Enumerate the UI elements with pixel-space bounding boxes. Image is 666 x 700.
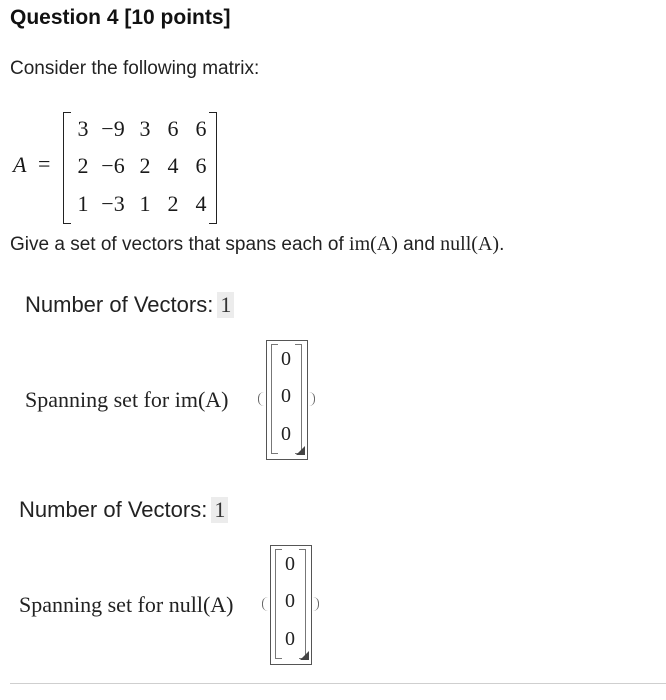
prompt-end: . <box>499 234 505 255</box>
im-count-input[interactable]: 1 <box>217 292 234 318</box>
matrix-cell: −9 <box>101 116 125 141</box>
question-title: Question 4 [10 points] <box>10 6 231 29</box>
resize-handle-icon[interactable] <box>300 651 309 660</box>
null-count-row <box>19 497 228 523</box>
im-span-label <box>25 387 228 413</box>
matrix-cell: 3 <box>77 116 89 141</box>
matrix-equals: = <box>38 151 51 176</box>
matrix-cell: 1 <box>77 191 89 216</box>
prompt-lead: Give a set of vectors that spans each of <box>10 234 350 255</box>
null-count-input[interactable]: 1 <box>211 497 228 523</box>
matrix-cell: 6 <box>167 116 179 141</box>
im-span-text: Spanning set for im <box>25 387 198 412</box>
matrix-cell: −6 <box>101 153 125 178</box>
matrix-cell: 2 <box>77 153 89 178</box>
im-set-left-brace <box>258 392 265 406</box>
matrix-label: A <box>13 152 27 177</box>
im-set-right-brace <box>308 392 315 406</box>
null-span-label <box>19 592 233 618</box>
matrix-cell: 6 <box>195 116 207 141</box>
im-vector-entry[interactable]: 0 <box>281 348 291 370</box>
null-span-text: Spanning set for null <box>19 592 203 617</box>
question-prompt <box>10 233 504 256</box>
prompt-null-arg: (A) <box>471 233 500 255</box>
prompt-and: and <box>397 234 441 255</box>
im-vector-entry[interactable]: 0 <box>281 385 291 407</box>
null-vector-entry[interactable]: 0 <box>285 553 295 575</box>
matrix-cell: 2 <box>167 191 179 216</box>
prompt-null: null <box>440 233 472 255</box>
null-set-left-brace <box>262 597 269 611</box>
null-vector-entry[interactable]: 0 <box>285 590 295 612</box>
im-count-label: Number of Vectors: <box>25 292 214 317</box>
matrix-cell: 4 <box>195 191 207 216</box>
matrix-cell: 6 <box>195 153 207 178</box>
matrix-cell: 4 <box>167 153 179 178</box>
null-span-arg: (A) <box>202 592 234 617</box>
prompt-im: im <box>349 233 371 255</box>
matrix-cell: −3 <box>101 191 125 216</box>
resize-handle-icon[interactable] <box>296 446 305 455</box>
matrix-cell: 2 <box>139 153 151 178</box>
null-count-label: Number of Vectors: <box>19 497 208 522</box>
im-count-row <box>25 292 234 318</box>
matrix-cell: 1 <box>139 191 151 216</box>
null-set-right-brace <box>312 597 319 611</box>
null-vector-entry[interactable]: 0 <box>285 628 295 650</box>
matrix-cell: 3 <box>139 116 151 141</box>
section-divider <box>10 683 666 684</box>
prompt-im-arg: (A) <box>370 233 398 255</box>
question-intro: Consider the following matrix: <box>10 58 260 79</box>
im-vector-entry[interactable]: 0 <box>281 423 291 445</box>
im-span-arg: (A) <box>197 387 229 412</box>
